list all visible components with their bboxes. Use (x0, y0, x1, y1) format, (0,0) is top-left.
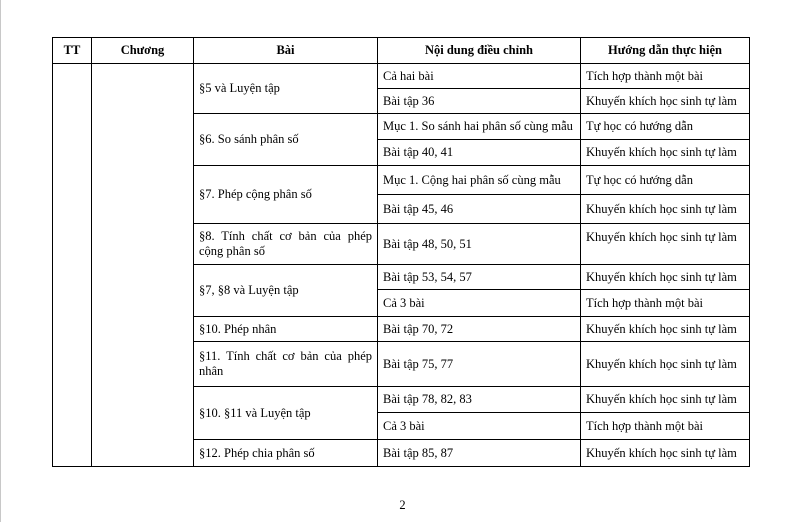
huong-dan-cell: Khuyến khích học sinh tự làm (581, 265, 750, 290)
noi-dung-cell: Bài tập 70, 72 (378, 317, 581, 342)
bai-cell: §12. Phép chia phân số (194, 440, 378, 467)
noi-dung-cell: Bài tập 36 (378, 89, 581, 114)
page-edge (0, 0, 1, 522)
bai-cell: §6. So sánh phân số (194, 114, 378, 166)
header-chuong: Chương (92, 38, 194, 64)
huong-dan-cell: Tự học có hướng dẫn (581, 114, 750, 140)
page-number: 2 (399, 498, 406, 512)
huong-dan-cell: Tích hợp thành một bài (581, 290, 750, 317)
bai-cell: §7, §8 và Luyện tập (194, 265, 378, 317)
noi-dung-cell: Bài tập 48, 50, 51 (378, 224, 581, 265)
huong-dan-cell: Khuyến khích học sinh tự làm (581, 89, 750, 114)
huong-dan-cell: Khuyến khích học sinh tự làm (581, 387, 750, 413)
noi-dung-cell: Bài tập 85, 87 (378, 440, 581, 467)
noi-dung-cell: Bài tập 53, 54, 57 (378, 265, 581, 290)
bai-cell: §7. Phép cộng phân số (194, 166, 378, 224)
header-tt: TT (53, 38, 92, 64)
bai-cell: §10. §11 và Luyện tập (194, 387, 378, 440)
noi-dung-cell: Cả 3 bài (378, 413, 581, 440)
tt-cell (53, 64, 92, 467)
huong-dan-cell: Tích hợp thành một bài (581, 413, 750, 440)
noi-dung-cell: Bài tập 45, 46 (378, 195, 581, 224)
noi-dung-cell: Cả 3 bài (378, 290, 581, 317)
huong-dan-cell: Khuyến khích học sinh tự làm (581, 195, 750, 224)
noi-dung-cell: Mục 1. Cộng hai phân số cùng mẫu (378, 166, 581, 195)
noi-dung-cell: Cả hai bài (378, 64, 581, 89)
bai-cell: §11. Tính chất cơ bản của phép nhân (194, 342, 378, 387)
bai-cell: §5 và Luyện tập (194, 64, 378, 114)
table-row (53, 64, 750, 89)
noi-dung-cell: Bài tập 78, 82, 83 (378, 387, 581, 413)
header-noi-dung: Nội dung điều chỉnh (378, 38, 581, 64)
huong-dan-cell: Khuyến khích học sinh tự làm (581, 440, 750, 467)
huong-dan-cell: Khuyến khích học sinh tự làm (581, 317, 750, 342)
huong-dan-cell: Khuyến khích học sinh tự làm (581, 342, 750, 387)
bai-cell: §10. Phép nhân (194, 317, 378, 342)
chuong-cell (92, 64, 194, 467)
header-bai: Bài (194, 38, 378, 64)
noi-dung-cell: Bài tập 75, 77 (378, 342, 581, 387)
huong-dan-cell: Tự học có hướng dẫn (581, 166, 750, 195)
header-huong-dan: Hướng dẫn thực hiện (581, 38, 750, 64)
noi-dung-cell: Mục 1. So sánh hai phân số cùng mẫu (378, 114, 581, 140)
huong-dan-cell: Khuyến khích học sinh tự làm (581, 140, 750, 166)
noi-dung-cell: Bài tập 40, 41 (378, 140, 581, 166)
adjustment-table (52, 37, 750, 467)
header-row (53, 38, 750, 64)
huong-dan-cell: Khuyến khích học sinh tự làm (581, 224, 750, 265)
bai-cell: §8. Tính chất cơ bản của phép cộng phân số (194, 224, 378, 265)
huong-dan-cell: Tích hợp thành một bài (581, 64, 750, 89)
